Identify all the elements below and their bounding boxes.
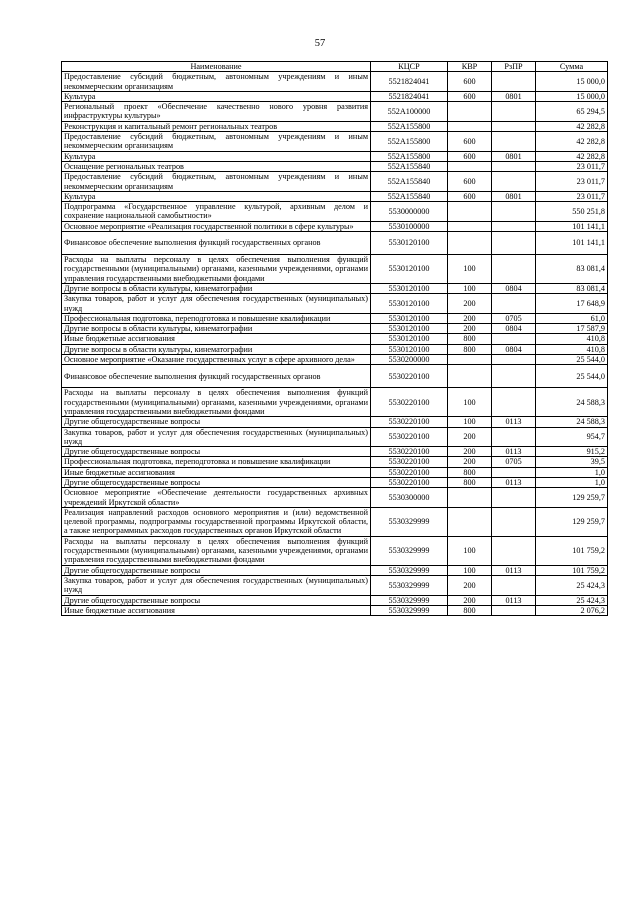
cell-sum: 410,8 bbox=[536, 334, 608, 344]
cell-rzpr bbox=[492, 605, 536, 615]
page-number: 57 bbox=[314, 38, 326, 49]
cell-name: Культура bbox=[62, 191, 371, 201]
table-row bbox=[62, 191, 608, 201]
cell-sum: 915,2 bbox=[536, 447, 608, 457]
cell-sum: 17 648,9 bbox=[536, 294, 608, 314]
cell-sum: 101 759,2 bbox=[536, 536, 608, 565]
cell-rzpr bbox=[492, 172, 536, 192]
cell-kcsr: 5530100000 bbox=[371, 221, 448, 231]
cell-kcsr: 5530000000 bbox=[371, 202, 448, 222]
cell-name: Расходы на выплаты персоналу в целях обеспечения выполнения функций государственными (муниципальными) органами, казенными учреждениями, органами управления государственными внебюджетными фондами bbox=[62, 388, 371, 417]
cell-rzpr bbox=[492, 427, 536, 447]
cell-name: Предоставление субсидий бюджетным, автономным учреждениям и иным некоммерческим организациям bbox=[62, 172, 371, 192]
table-row bbox=[62, 202, 608, 222]
cell-kcsr: 552A155800 bbox=[371, 121, 448, 131]
header-sum: Сумма bbox=[536, 62, 608, 72]
table-row bbox=[62, 388, 608, 417]
table-row bbox=[62, 151, 608, 161]
cell-kcsr: 5530220100 bbox=[371, 365, 448, 388]
cell-sum: 129 259,7 bbox=[536, 488, 608, 508]
cell-kcsr: 5530329999 bbox=[371, 605, 448, 615]
budget-table bbox=[61, 61, 608, 616]
table-body bbox=[62, 72, 608, 616]
table-row bbox=[62, 565, 608, 575]
cell-kcsr: 5530200000 bbox=[371, 355, 448, 365]
cell-sum: 1,0 bbox=[536, 467, 608, 477]
cell-kvr: 100 bbox=[448, 255, 492, 284]
cell-name: Подпрограмма «Государственное управление культурой, архивным делом и сохранение национальной самобытности» bbox=[62, 202, 371, 222]
table-row bbox=[62, 121, 608, 131]
cell-kvr bbox=[448, 488, 492, 508]
cell-sum: 23 011,7 bbox=[536, 191, 608, 201]
cell-rzpr: 0113 bbox=[492, 477, 536, 487]
table-row bbox=[62, 488, 608, 508]
cell-kcsr: 5530329999 bbox=[371, 595, 448, 605]
cell-name: Основное мероприятие «Реализация государственной политики в сфере культуры» bbox=[62, 221, 371, 231]
table-row bbox=[62, 91, 608, 101]
cell-kvr bbox=[448, 232, 492, 255]
cell-sum: 25 424,3 bbox=[536, 575, 608, 595]
cell-kvr: 200 bbox=[448, 595, 492, 605]
cell-kcsr: 5530120100 bbox=[371, 324, 448, 334]
table-row bbox=[62, 344, 608, 354]
header-kcsr: КЦСР bbox=[371, 62, 448, 72]
cell-kvr: 800 bbox=[448, 344, 492, 354]
table-row bbox=[62, 417, 608, 427]
cell-name: Профессиональная подготовка, переподготовка и повышение квалификации bbox=[62, 457, 371, 467]
table-row bbox=[62, 447, 608, 457]
table-row bbox=[62, 365, 608, 388]
table-row bbox=[62, 255, 608, 284]
cell-kcsr: 5530220100 bbox=[371, 417, 448, 427]
cell-kcsr: 5521824041 bbox=[371, 72, 448, 92]
table-row bbox=[62, 294, 608, 314]
cell-kvr: 200 bbox=[448, 313, 492, 323]
cell-name: Культура bbox=[62, 151, 371, 161]
cell-sum: 42 282,8 bbox=[536, 151, 608, 161]
cell-rzpr: 0804 bbox=[492, 344, 536, 354]
cell-kvr bbox=[448, 121, 492, 131]
cell-kcsr: 5530220100 bbox=[371, 467, 448, 477]
cell-sum: 23 011,7 bbox=[536, 172, 608, 192]
cell-sum: 15 000,0 bbox=[536, 91, 608, 101]
cell-kcsr: 552A100000 bbox=[371, 102, 448, 122]
cell-kcsr: 5530120100 bbox=[371, 334, 448, 344]
table-row bbox=[62, 507, 608, 536]
cell-name: Другие общегосударственные вопросы bbox=[62, 565, 371, 575]
cell-rzpr: 0113 bbox=[492, 595, 536, 605]
cell-name: Расходы на выплаты персоналу в целях обеспечения выполнения функций государственными (муниципальными) органами, казенными учреждениями, органами управления государственными внебюджетными фондами bbox=[62, 255, 371, 284]
table-row bbox=[62, 536, 608, 565]
cell-kcsr: 5530220100 bbox=[371, 388, 448, 417]
cell-kcsr: 5530300000 bbox=[371, 488, 448, 508]
cell-sum: 954,7 bbox=[536, 427, 608, 447]
cell-sum: 17 587,9 bbox=[536, 324, 608, 334]
table-row bbox=[62, 467, 608, 477]
header-name: Наименование bbox=[62, 62, 371, 72]
cell-sum: 23 011,7 bbox=[536, 161, 608, 171]
cell-sum: 2 076,2 bbox=[536, 605, 608, 615]
cell-name: Другие вопросы в области культуры, кинематографии bbox=[62, 324, 371, 334]
cell-sum: 42 282,8 bbox=[536, 121, 608, 131]
cell-name: Основное мероприятие «Обеспечение деятельности государственных архивных учреждений Иркутской области» bbox=[62, 488, 371, 508]
table-row bbox=[62, 477, 608, 487]
cell-sum: 39,5 bbox=[536, 457, 608, 467]
cell-kvr: 100 bbox=[448, 536, 492, 565]
cell-name: Другие вопросы в области культуры, кинематографии bbox=[62, 283, 371, 293]
cell-kcsr: 552A155840 bbox=[371, 161, 448, 171]
table-row bbox=[62, 324, 608, 334]
cell-name: Расходы на выплаты персоналу в целях обеспечения выполнения функций государственными (муниципальными) органами, казенными учреждениями, органами управления государственными внебюджетными фондами bbox=[62, 536, 371, 565]
cell-kvr bbox=[448, 202, 492, 222]
cell-kvr bbox=[448, 221, 492, 231]
table-row bbox=[62, 575, 608, 595]
cell-sum: 410,8 bbox=[536, 344, 608, 354]
cell-kvr: 200 bbox=[448, 324, 492, 334]
cell-rzpr bbox=[492, 536, 536, 565]
cell-name: Другие общегосударственные вопросы bbox=[62, 417, 371, 427]
cell-name: Закупка товаров, работ и услуг для обеспечения государственных (муниципальных) нужд bbox=[62, 427, 371, 447]
table-row bbox=[62, 102, 608, 122]
header-kvr: КВР bbox=[448, 62, 492, 72]
table-row bbox=[62, 313, 608, 323]
cell-kcsr: 552A155800 bbox=[371, 151, 448, 161]
cell-name: Основное мероприятие «Оказание государственных услуг в сфере архивного дела» bbox=[62, 355, 371, 365]
cell-kcsr: 5530220100 bbox=[371, 447, 448, 457]
cell-name: Предоставление субсидий бюджетным, автономным учреждениям и иным некоммерческим организациям bbox=[62, 132, 371, 152]
table-row bbox=[62, 232, 608, 255]
cell-rzpr: 0113 bbox=[492, 447, 536, 457]
cell-sum: 61,0 bbox=[536, 313, 608, 323]
table-row bbox=[62, 427, 608, 447]
cell-rzpr bbox=[492, 334, 536, 344]
table-row bbox=[62, 161, 608, 171]
cell-rzpr bbox=[492, 255, 536, 284]
cell-kcsr: 5530220100 bbox=[371, 477, 448, 487]
cell-kvr bbox=[448, 102, 492, 122]
cell-sum: 129 259,7 bbox=[536, 507, 608, 536]
cell-kcsr: 552A155840 bbox=[371, 172, 448, 192]
cell-rzpr bbox=[492, 507, 536, 536]
cell-name: Другие общегосударственные вопросы bbox=[62, 595, 371, 605]
cell-name: Иные бюджетные ассигнования bbox=[62, 467, 371, 477]
header-rzpr: РзПР bbox=[492, 62, 536, 72]
cell-rzpr bbox=[492, 365, 536, 388]
cell-kvr: 600 bbox=[448, 91, 492, 101]
cell-rzpr bbox=[492, 294, 536, 314]
cell-kvr bbox=[448, 365, 492, 388]
cell-sum: 15 000,0 bbox=[536, 72, 608, 92]
cell-sum: 25 424,3 bbox=[536, 595, 608, 605]
cell-kvr: 200 bbox=[448, 457, 492, 467]
cell-name: Финансовое обеспечение выполнения функций государственных органов bbox=[62, 365, 371, 388]
cell-rzpr: 0705 bbox=[492, 313, 536, 323]
cell-sum: 83 081,4 bbox=[536, 283, 608, 293]
cell-name: Другие вопросы в области культуры, кинематографии bbox=[62, 344, 371, 354]
cell-sum: 101 141,1 bbox=[536, 232, 608, 255]
cell-name: Профессиональная подготовка, переподготовка и повышение квалификации bbox=[62, 313, 371, 323]
cell-name: Реализация направлений расходов основного мероприятия и (или) ведомственной целевой программы, подпрограммы государственной программы Иркутской области, а также непрограммных расходов государственных органов Иркутской области bbox=[62, 507, 371, 536]
cell-rzpr: 0801 bbox=[492, 91, 536, 101]
cell-rzpr bbox=[492, 467, 536, 477]
table-row bbox=[62, 334, 608, 344]
cell-kvr: 600 bbox=[448, 72, 492, 92]
cell-name: Региональный проект «Обеспечение качественно нового уровня развития инфраструктуры культуры» bbox=[62, 102, 371, 122]
cell-kcsr: 5530120100 bbox=[371, 232, 448, 255]
cell-kvr: 800 bbox=[448, 334, 492, 344]
cell-kvr: 800 bbox=[448, 605, 492, 615]
table-row bbox=[62, 605, 608, 615]
cell-kcsr: 5530220100 bbox=[371, 457, 448, 467]
table-row bbox=[62, 595, 608, 605]
cell-kvr: 200 bbox=[448, 447, 492, 457]
cell-name: Закупка товаров, работ и услуг для обеспечения государственных (муниципальных) нужд bbox=[62, 294, 371, 314]
cell-kvr: 100 bbox=[448, 417, 492, 427]
cell-kvr bbox=[448, 507, 492, 536]
table-row bbox=[62, 457, 608, 467]
cell-kcsr: 5530120100 bbox=[371, 313, 448, 323]
cell-rzpr bbox=[492, 355, 536, 365]
cell-sum: 101 759,2 bbox=[536, 565, 608, 575]
cell-name: Иные бюджетные ассигнования bbox=[62, 605, 371, 615]
cell-kcsr: 5530329999 bbox=[371, 507, 448, 536]
cell-rzpr bbox=[492, 161, 536, 171]
cell-rzpr bbox=[492, 232, 536, 255]
cell-kvr bbox=[448, 355, 492, 365]
cell-sum: 25 544,0 bbox=[536, 355, 608, 365]
cell-rzpr: 0113 bbox=[492, 565, 536, 575]
cell-name: Предоставление субсидий бюджетным, автономным учреждениям и иным некоммерческим организациям bbox=[62, 72, 371, 92]
cell-rzpr bbox=[492, 575, 536, 595]
cell-kcsr: 5530329999 bbox=[371, 575, 448, 595]
cell-kcsr: 5530120100 bbox=[371, 255, 448, 284]
cell-sum: 83 081,4 bbox=[536, 255, 608, 284]
cell-kcsr: 5530329999 bbox=[371, 536, 448, 565]
cell-kvr: 100 bbox=[448, 388, 492, 417]
cell-rzpr: 0705 bbox=[492, 457, 536, 467]
cell-rzpr: 0804 bbox=[492, 324, 536, 334]
cell-rzpr: 0804 bbox=[492, 283, 536, 293]
cell-name: Оснащение региональных театров bbox=[62, 161, 371, 171]
cell-kcsr: 5530220100 bbox=[371, 427, 448, 447]
cell-kcsr: 5530329999 bbox=[371, 565, 448, 575]
table-row bbox=[62, 221, 608, 231]
cell-sum: 42 282,8 bbox=[536, 132, 608, 152]
cell-sum: 550 251,8 bbox=[536, 202, 608, 222]
cell-rzpr bbox=[492, 202, 536, 222]
table-row bbox=[62, 355, 608, 365]
cell-kvr: 200 bbox=[448, 427, 492, 447]
cell-rzpr bbox=[492, 72, 536, 92]
cell-rzpr: 0801 bbox=[492, 191, 536, 201]
cell-name: Закупка товаров, работ и услуг для обеспечения государственных (муниципальных) нужд bbox=[62, 575, 371, 595]
cell-name: Другие общегосударственные вопросы bbox=[62, 447, 371, 457]
table-header-row bbox=[62, 62, 608, 72]
cell-sum: 65 294,5 bbox=[536, 102, 608, 122]
cell-rzpr bbox=[492, 102, 536, 122]
cell-sum: 1,0 bbox=[536, 477, 608, 487]
cell-sum: 24 588,3 bbox=[536, 417, 608, 427]
table-row bbox=[62, 72, 608, 92]
cell-kvr: 200 bbox=[448, 294, 492, 314]
cell-kvr: 600 bbox=[448, 132, 492, 152]
cell-rzpr bbox=[492, 221, 536, 231]
cell-kcsr: 5530120100 bbox=[371, 294, 448, 314]
cell-kvr: 100 bbox=[448, 565, 492, 575]
cell-kcsr: 552A155840 bbox=[371, 191, 448, 201]
table-row bbox=[62, 132, 608, 152]
cell-kvr: 600 bbox=[448, 191, 492, 201]
cell-kvr: 800 bbox=[448, 467, 492, 477]
cell-sum: 24 588,3 bbox=[536, 388, 608, 417]
cell-rzpr: 0801 bbox=[492, 151, 536, 161]
cell-kcsr: 5530120100 bbox=[371, 344, 448, 354]
cell-sum: 25 544,0 bbox=[536, 365, 608, 388]
cell-kvr: 100 bbox=[448, 283, 492, 293]
cell-kvr: 600 bbox=[448, 151, 492, 161]
cell-kcsr: 552A155800 bbox=[371, 132, 448, 152]
cell-name: Иные бюджетные ассигнования bbox=[62, 334, 371, 344]
cell-kvr: 200 bbox=[448, 575, 492, 595]
cell-kvr: 600 bbox=[448, 172, 492, 192]
cell-rzpr bbox=[492, 488, 536, 508]
cell-name: Финансовое обеспечение выполнения функций государственных органов bbox=[62, 232, 371, 255]
cell-kcsr: 5530120100 bbox=[371, 283, 448, 293]
cell-kvr bbox=[448, 161, 492, 171]
table-row bbox=[62, 172, 608, 192]
cell-name: Другие общегосударственные вопросы bbox=[62, 477, 371, 487]
cell-rzpr bbox=[492, 388, 536, 417]
cell-rzpr bbox=[492, 132, 536, 152]
cell-kcsr: 5521824041 bbox=[371, 91, 448, 101]
cell-rzpr: 0113 bbox=[492, 417, 536, 427]
cell-sum: 101 141,1 bbox=[536, 221, 608, 231]
table-row bbox=[62, 283, 608, 293]
cell-kvr: 800 bbox=[448, 477, 492, 487]
cell-name: Культура bbox=[62, 91, 371, 101]
cell-name: Реконструкция и капитальный ремонт региональных театров bbox=[62, 121, 371, 131]
cell-rzpr bbox=[492, 121, 536, 131]
